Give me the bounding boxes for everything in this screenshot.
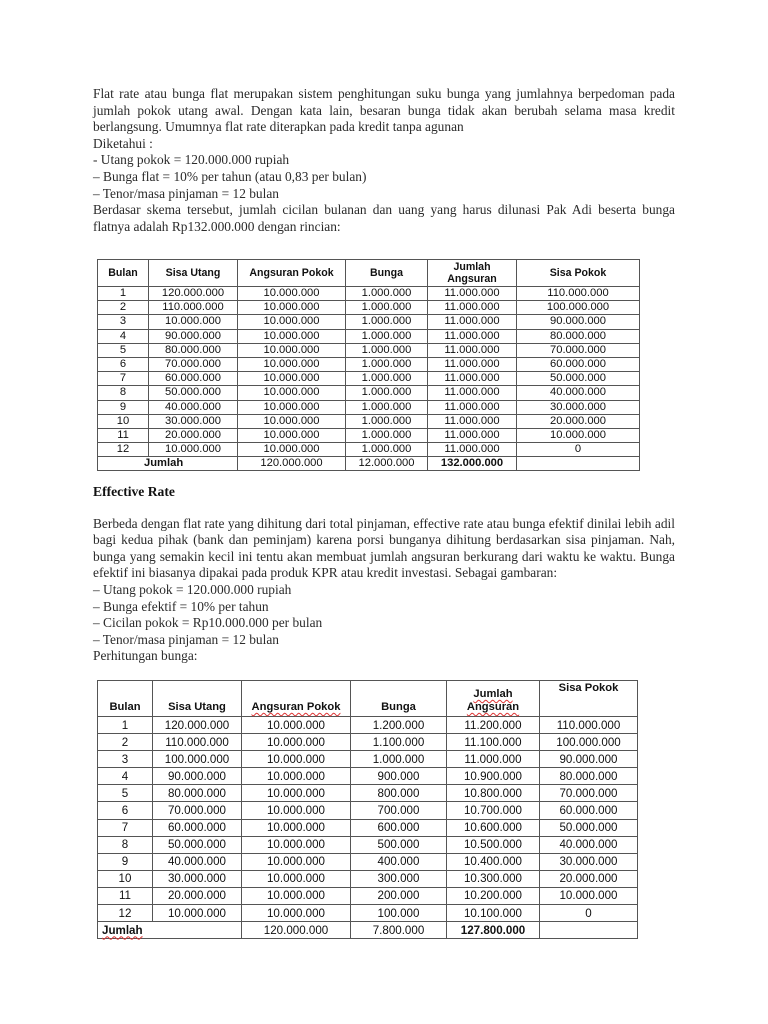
cell-jumlah-angsuran: 11.000.000 <box>428 315 517 329</box>
cell-bunga: 1.000.000 <box>346 414 428 428</box>
cell-bunga: 1.000.000 <box>346 315 428 329</box>
cell-bunga: 100.000 <box>351 905 447 922</box>
table-total-row <box>98 922 638 939</box>
cell-bunga: 1.000.000 <box>346 372 428 386</box>
table-row <box>98 357 640 371</box>
cell-sisa-utang: 10.000.000 <box>149 315 238 329</box>
flat-rate-intro: Flat rate atau bunga flat merupakan sistem penghitungan suku bunga yang jumlahnya berpedoman pada jumlah pokok utang awal. Dengan kata lain, besaran bunga tidak akan berubah selama masa kredit berlangsung. Umumnya flat rate diterapkan pada kredit tanpa agunan <box>93 86 675 135</box>
cell-bulan: 12 <box>98 443 149 457</box>
calc-label: Perhitungan bunga: <box>93 648 198 664</box>
cell-sisa-utang: 40.000.000 <box>149 400 238 414</box>
eff-item-rate: – Bunga efektif = 10% per tahun <box>93 598 269 614</box>
cell-bunga: 400.000 <box>351 853 447 870</box>
cell-bunga: 1.000.000 <box>346 428 428 442</box>
cell-bunga: 800.000 <box>351 785 447 802</box>
table-row <box>98 414 640 428</box>
total-bunga: 12.000.000 <box>346 457 428 471</box>
cell-sisa-pokok: 30.000.000 <box>540 853 638 870</box>
cell-bulan: 5 <box>98 343 149 357</box>
cell-jumlah-angsuran: 11.000.000 <box>428 428 517 442</box>
cell-bulan: 6 <box>98 802 153 819</box>
col-header-angsuran-pokok <box>242 681 351 717</box>
cell-sisa-pokok: 60.000.000 <box>540 802 638 819</box>
cell-sisa-pokok: 10.000.000 <box>517 428 640 442</box>
table-row <box>98 853 638 870</box>
cell-bulan: 11 <box>98 428 149 442</box>
cell-angsuran-pokok: 10.000.000 <box>238 315 346 329</box>
cell-bunga: 1.000.000 <box>346 329 428 343</box>
cell-bulan: 3 <box>98 315 149 329</box>
cell-jumlah-angsuran: 11.000.000 <box>428 443 517 457</box>
total-empty <box>540 922 638 939</box>
cell-sisa-pokok: 10.000.000 <box>540 887 638 904</box>
cell-sisa-utang: 50.000.000 <box>149 386 238 400</box>
table-row <box>98 301 640 315</box>
cell-sisa-utang: 30.000.000 <box>153 870 242 887</box>
cell-bulan: 5 <box>98 785 153 802</box>
cell-angsuran-pokok: 10.000.000 <box>238 357 346 371</box>
cell-angsuran-pokok: 10.000.000 <box>242 905 351 922</box>
cell-sisa-utang: 50.000.000 <box>153 836 242 853</box>
col-header-jumlah-angsuran-text: Jumlah Angsuran <box>466 688 520 713</box>
cell-angsuran-pokok: 10.000.000 <box>242 802 351 819</box>
cell-sisa-pokok: 90.000.000 <box>517 315 640 329</box>
table-row <box>98 372 640 386</box>
total-bunga: 7.800.000 <box>351 922 447 939</box>
cell-sisa-utang: 120.000.000 <box>149 287 238 301</box>
cell-sisa-pokok: 110.000.000 <box>540 717 638 734</box>
cell-sisa-pokok: 40.000.000 <box>517 386 640 400</box>
col-header-sisa-pokok: Sisa Pokok <box>517 260 640 287</box>
table-row <box>98 343 640 357</box>
cell-jumlah-angsuran: 11.000.000 <box>428 414 517 428</box>
cell-bunga: 600.000 <box>351 819 447 836</box>
cell-bunga: 700.000 <box>351 802 447 819</box>
col-header-angsuran-pokok: Angsuran Pokok <box>238 260 346 287</box>
cell-angsuran-pokok: 10.000.000 <box>238 301 346 315</box>
table-row <box>98 905 638 922</box>
cell-bulan: 4 <box>98 329 149 343</box>
flat-item-tenor: – Tenor/masa pinjaman = 12 bulan <box>93 185 279 201</box>
cell-angsuran-pokok: 10.000.000 <box>242 717 351 734</box>
table-row <box>98 785 638 802</box>
cell-jumlah-angsuran: 10.400.000 <box>447 853 540 870</box>
cell-bulan: 9 <box>98 400 149 414</box>
cell-sisa-utang: 90.000.000 <box>149 329 238 343</box>
table-row <box>98 717 638 734</box>
effective-section <box>93 484 675 665</box>
col-header-sisa-utang: Sisa Utang <box>149 260 238 287</box>
table-header-row <box>98 681 638 717</box>
flat-conclusion: Berdasar skema tersebut, jumlah cicilan bulanan dan uang yang harus dilunasi Pak Adi beserta bunga flatnya adalah Rp132.000.000 dengan rincian: <box>93 202 675 234</box>
effective-heading: Effective Rate <box>93 484 175 499</box>
cell-jumlah-angsuran: 11.000.000 <box>447 751 540 768</box>
cell-sisa-pokok: 0 <box>540 905 638 922</box>
total-label-text: Jumlah <box>102 923 143 937</box>
table-row <box>98 802 638 819</box>
total-angsuran: 127.800.000 <box>447 922 540 939</box>
cell-bulan: 7 <box>98 819 153 836</box>
cell-angsuran-pokok: 10.000.000 <box>242 734 351 751</box>
cell-angsuran-pokok: 10.000.000 <box>242 819 351 836</box>
cell-jumlah-angsuran: 11.000.000 <box>428 301 517 315</box>
cell-sisa-pokok: 90.000.000 <box>540 751 638 768</box>
cell-sisa-utang: 110.000.000 <box>153 734 242 751</box>
cell-sisa-pokok: 30.000.000 <box>517 400 640 414</box>
cell-bunga: 1.000.000 <box>346 443 428 457</box>
total-angsuran: 132.000.000 <box>428 457 517 471</box>
cell-bulan: 11 <box>98 887 153 904</box>
cell-bulan: 2 <box>98 734 153 751</box>
cell-sisa-utang: 10.000.000 <box>149 443 238 457</box>
cell-sisa-utang: 20.000.000 <box>149 428 238 442</box>
cell-sisa-utang: 60.000.000 <box>153 819 242 836</box>
col-header-bulan: Bulan <box>98 260 149 287</box>
cell-sisa-utang: 20.000.000 <box>153 887 242 904</box>
col-header-angsuran-pokok-text: Angsuran Pokok <box>251 701 341 713</box>
cell-bunga: 900.000 <box>351 768 447 785</box>
cell-jumlah-angsuran: 10.200.000 <box>447 887 540 904</box>
cell-sisa-pokok: 20.000.000 <box>517 414 640 428</box>
document-body <box>93 86 675 235</box>
cell-angsuran-pokok: 10.000.000 <box>242 751 351 768</box>
cell-sisa-pokok: 110.000.000 <box>517 287 640 301</box>
cell-angsuran-pokok: 10.000.000 <box>238 443 346 457</box>
cell-sisa-utang: 120.000.000 <box>153 717 242 734</box>
total-pokok: 120.000.000 <box>238 457 346 471</box>
table-row <box>98 734 638 751</box>
cell-bulan: 1 <box>98 717 153 734</box>
cell-angsuran-pokok: 10.000.000 <box>242 836 351 853</box>
table-row <box>98 443 640 457</box>
total-pokok: 120.000.000 <box>242 922 351 939</box>
eff-item-installment: – Cicilan pokok = Rp10.000.000 per bulan <box>93 615 323 631</box>
cell-bulan: 3 <box>98 751 153 768</box>
table-row <box>98 315 640 329</box>
cell-bunga: 1.000.000 <box>346 287 428 301</box>
cell-sisa-utang: 80.000.000 <box>153 785 242 802</box>
cell-bulan: 9 <box>98 853 153 870</box>
cell-sisa-pokok: 20.000.000 <box>540 870 638 887</box>
cell-bunga: 1.000.000 <box>346 343 428 357</box>
cell-bunga: 1.000.000 <box>346 400 428 414</box>
table-total-row <box>98 457 640 471</box>
cell-bunga: 1.000.000 <box>346 357 428 371</box>
cell-bulan: 8 <box>98 836 153 853</box>
cell-angsuran-pokok: 10.000.000 <box>238 372 346 386</box>
cell-bulan: 12 <box>98 905 153 922</box>
cell-sisa-utang: 40.000.000 <box>153 853 242 870</box>
cell-sisa-utang: 110.000.000 <box>149 301 238 315</box>
flat-item-rate: – Bunga flat = 10% per tahun (atau 0,83 per bulan) <box>93 168 367 184</box>
cell-bulan: 4 <box>98 768 153 785</box>
cell-bulan: 1 <box>98 287 149 301</box>
cell-bunga: 1.000.000 <box>346 301 428 315</box>
cell-jumlah-angsuran: 11.000.000 <box>428 287 517 301</box>
table-header-row <box>98 260 640 287</box>
known-label: Diketahui : <box>93 135 153 151</box>
flat-rate-table <box>97 259 640 471</box>
table-row <box>98 386 640 400</box>
cell-angsuran-pokok: 10.000.000 <box>238 386 346 400</box>
cell-sisa-utang: 90.000.000 <box>153 768 242 785</box>
cell-angsuran-pokok: 10.000.000 <box>238 343 346 357</box>
table-row <box>98 751 638 768</box>
cell-angsuran-pokok: 10.000.000 <box>242 870 351 887</box>
cell-sisa-utang: 70.000.000 <box>153 802 242 819</box>
cell-angsuran-pokok: 10.000.000 <box>238 414 346 428</box>
table-row <box>98 819 638 836</box>
cell-angsuran-pokok: 10.000.000 <box>242 853 351 870</box>
cell-jumlah-angsuran: 11.000.000 <box>428 372 517 386</box>
cell-bunga: 300.000 <box>351 870 447 887</box>
col-header-sisa-utang: Sisa Utang <box>153 681 242 717</box>
cell-sisa-utang: 60.000.000 <box>149 372 238 386</box>
cell-sisa-pokok: 60.000.000 <box>517 357 640 371</box>
table-row <box>98 400 640 414</box>
cell-sisa-utang: 100.000.000 <box>153 751 242 768</box>
cell-jumlah-angsuran: 10.700.000 <box>447 802 540 819</box>
cell-bulan: 6 <box>98 357 149 371</box>
cell-angsuran-pokok: 10.000.000 <box>242 785 351 802</box>
cell-bunga: 1.000.000 <box>346 386 428 400</box>
total-label: Jumlah <box>98 457 238 471</box>
cell-jumlah-angsuran: 10.300.000 <box>447 870 540 887</box>
cell-sisa-utang: 10.000.000 <box>153 905 242 922</box>
cell-sisa-utang: 70.000.000 <box>149 357 238 371</box>
cell-jumlah-angsuran: 11.000.000 <box>428 343 517 357</box>
cell-angsuran-pokok: 10.000.000 <box>238 428 346 442</box>
table-row <box>98 836 638 853</box>
cell-sisa-pokok: 100.000.000 <box>540 734 638 751</box>
table-row <box>98 428 640 442</box>
cell-jumlah-angsuran: 10.900.000 <box>447 768 540 785</box>
table-row <box>98 870 638 887</box>
cell-sisa-pokok: 40.000.000 <box>540 836 638 853</box>
col-header-sisa-pokok: Sisa Pokok <box>540 681 638 717</box>
cell-sisa-utang: 30.000.000 <box>149 414 238 428</box>
cell-jumlah-angsuran: 10.500.000 <box>447 836 540 853</box>
cell-angsuran-pokok: 10.000.000 <box>238 329 346 343</box>
table-row <box>98 287 640 301</box>
cell-sisa-utang: 80.000.000 <box>149 343 238 357</box>
total-empty <box>517 457 640 471</box>
table-row <box>98 329 640 343</box>
cell-bulan: 7 <box>98 372 149 386</box>
table-row <box>98 887 638 904</box>
cell-bunga: 1.200.000 <box>351 717 447 734</box>
cell-jumlah-angsuran: 10.600.000 <box>447 819 540 836</box>
cell-sisa-pokok: 70.000.000 <box>517 343 640 357</box>
cell-sisa-pokok: 100.000.000 <box>517 301 640 315</box>
col-header-bunga: Bunga <box>351 681 447 717</box>
cell-jumlah-angsuran: 11.000.000 <box>428 357 517 371</box>
cell-sisa-pokok: 50.000.000 <box>540 819 638 836</box>
cell-jumlah-angsuran: 10.800.000 <box>447 785 540 802</box>
col-header-jumlah-angsuran: Jumlah Angsuran <box>428 260 517 287</box>
eff-item-principal: – Utang pokok = 120.000.000 rupiah <box>93 581 292 597</box>
cell-sisa-pokok: 70.000.000 <box>540 785 638 802</box>
cell-jumlah-angsuran: 10.100.000 <box>447 905 540 922</box>
cell-sisa-pokok: 80.000.000 <box>540 768 638 785</box>
cell-angsuran-pokok: 10.000.000 <box>242 887 351 904</box>
flat-item-principal: - Utang pokok = 120.000.000 rupiah <box>93 152 290 168</box>
cell-bulan: 10 <box>98 870 153 887</box>
cell-jumlah-angsuran: 11.000.000 <box>428 329 517 343</box>
cell-sisa-pokok: 50.000.000 <box>517 372 640 386</box>
cell-bunga: 1.000.000 <box>351 751 447 768</box>
cell-jumlah-angsuran: 11.000.000 <box>428 400 517 414</box>
cell-bunga: 200.000 <box>351 887 447 904</box>
cell-jumlah-angsuran: 11.200.000 <box>447 717 540 734</box>
col-header-bunga: Bunga <box>346 260 428 287</box>
cell-angsuran-pokok: 10.000.000 <box>238 287 346 301</box>
effective-intro: Berbeda dengan flat rate yang dihitung dari total pinjaman, effective rate atau bunga efektif dinilai lebih adil bagi kedua pihak (bank dan peminjam) karena porsi bunganya dihitung berdasarkan sisa pinjaman. Nah, bunga yang semakin kecil ini tentu akan membuat jumlah angsuran berkurang dari waktu ke waktu. Bunga efektif ini biasanya dipakai pada produk KPR atau kredit investasi. Sebagai gambaran: <box>93 515 675 581</box>
eff-item-tenor: – Tenor/masa pinjaman = 12 bulan <box>93 631 279 647</box>
cell-bulan: 2 <box>98 301 149 315</box>
cell-sisa-pokok: 80.000.000 <box>517 329 640 343</box>
cell-bulan: 10 <box>98 414 149 428</box>
effective-rate-table <box>97 680 638 939</box>
cell-angsuran-pokok: 10.000.000 <box>242 768 351 785</box>
cell-angsuran-pokok: 10.000.000 <box>238 400 346 414</box>
cell-bulan: 8 <box>98 386 149 400</box>
table-row <box>98 768 638 785</box>
col-header-bulan: Bulan <box>98 681 153 717</box>
cell-jumlah-angsuran: 11.100.000 <box>447 734 540 751</box>
total-label <box>98 922 242 939</box>
cell-jumlah-angsuran: 11.000.000 <box>428 386 517 400</box>
cell-bunga: 1.100.000 <box>351 734 447 751</box>
cell-bunga: 500.000 <box>351 836 447 853</box>
cell-sisa-pokok: 0 <box>517 443 640 457</box>
col-header-jumlah-angsuran <box>447 681 540 717</box>
